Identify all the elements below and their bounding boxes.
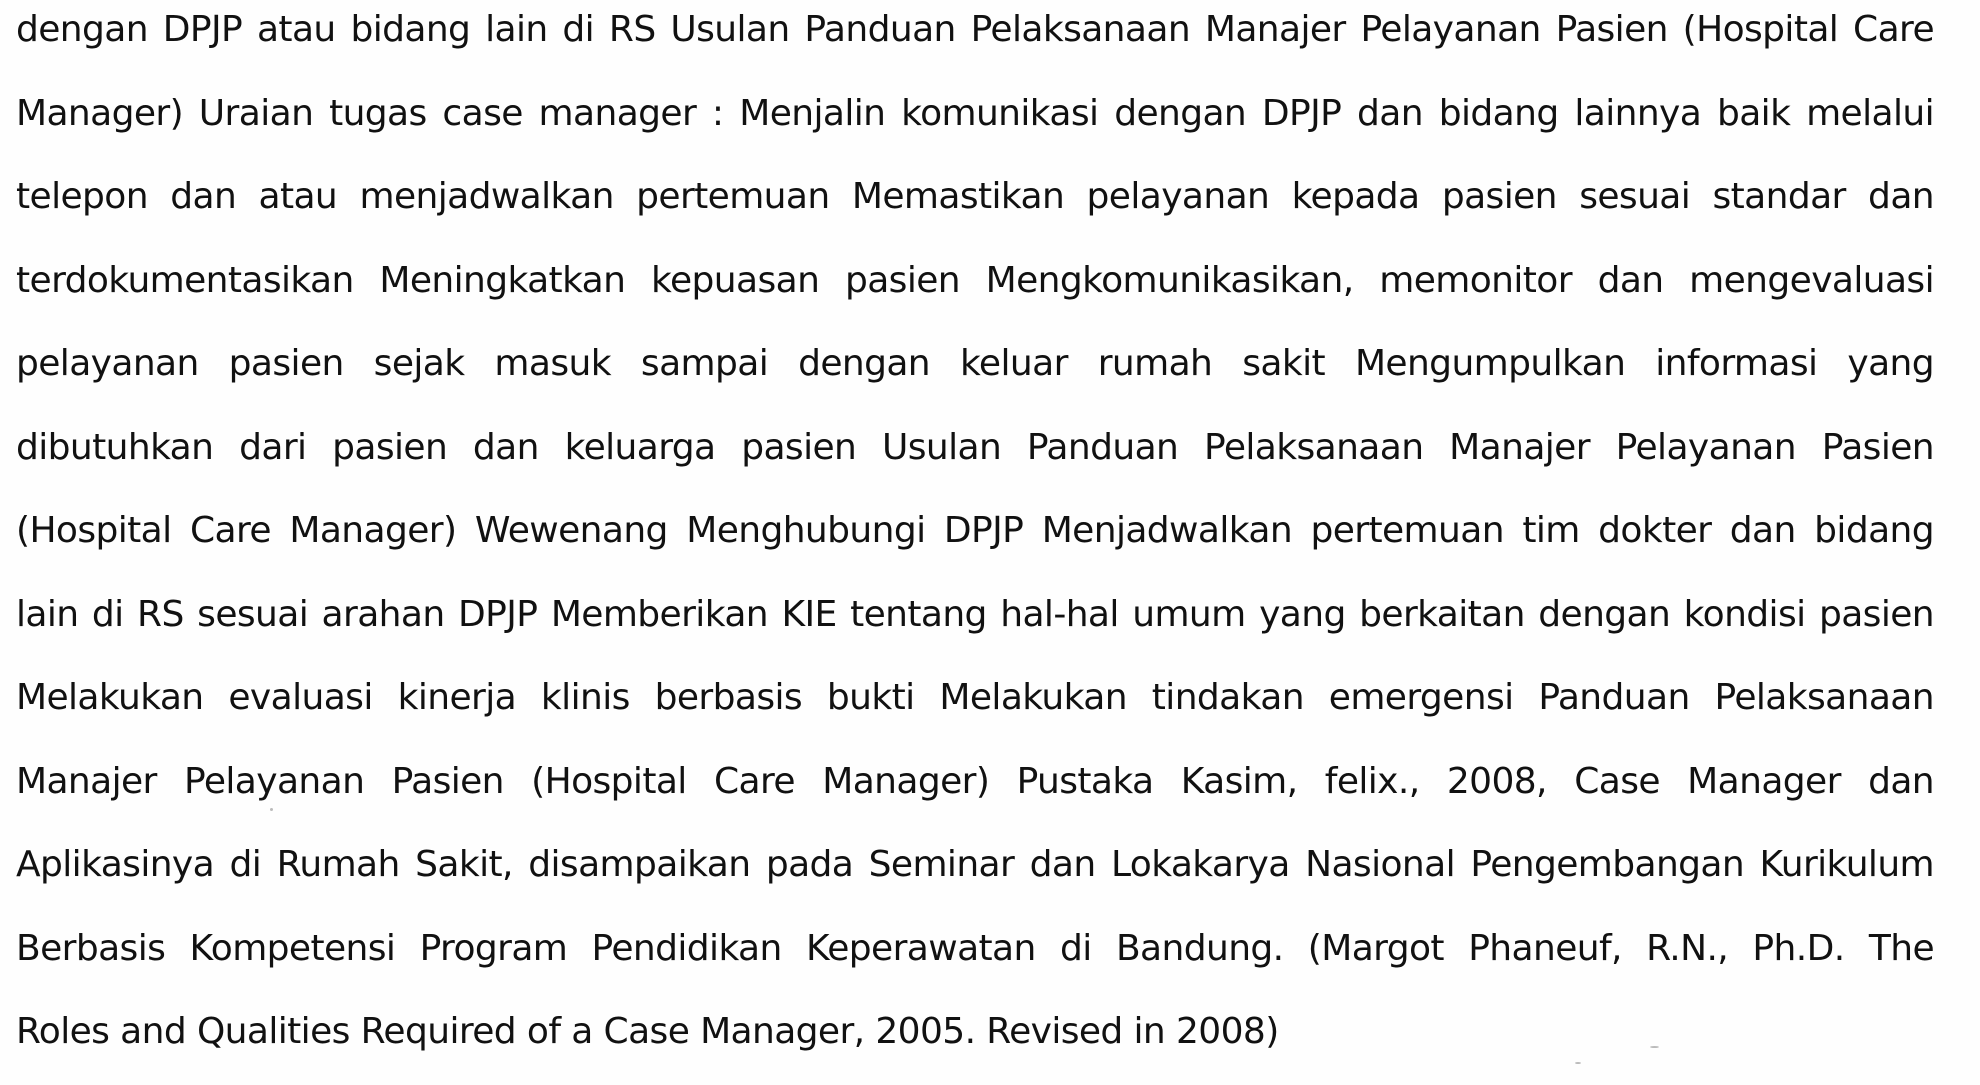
scan-speck [1575,1062,1581,1064]
text-line: Manajer Pelayanan Pasien (Hospital Care Manager) Pustaka Kasim, felix., 2008, Case Manager dan [16,760,1934,802]
text-line: Manager) Uraian tugas case manager : Menjalin komunikasi dengan DPJP dan bidang lainnya baik melalui [16,92,1934,134]
text-line: lain di RS sesuai arahan DPJP Memberikan KIE tentang hal-hal umum yang berkaitan dengan kondisi pasien [16,593,1934,635]
text-line: terdokumentasikan Meningkatkan kepuasan pasien Mengkomunikasikan, memonitor dan mengevaluasi [16,259,1934,301]
text-line: telepon dan atau menjadwalkan pertemuan Memastikan pelayanan kepada pasien sesuai standar dan [16,176,1934,217]
text-line: (Hospital Care Manager) Wewenang Menghubungi DPJP Menjadwalkan pertemuan tim dokter dan bidang [16,510,1934,551]
body-text [16,0,1934,1074]
text-line: Melakukan evaluasi kinerja klinis berbasis bukti Melakukan tindakan emergensi Panduan Pelaksanaan [16,677,1934,718]
text-line: dibutuhkan dari pasien dan keluarga pasien Usulan Panduan Pelaksanaan Manajer Pelayanan Pasien [16,426,1934,468]
scan-speck [1650,1046,1659,1048]
text-line: Aplikasinya di Rumah Sakit, disampaikan pada Seminar dan Lokakarya Nasional Pengembangan Kurikulum [16,844,1934,885]
text-line: Berbasis Kompetensi Program Pendidikan Keperawatan di Bandung. (Margot Phaneuf, R.N., Ph.D. The [16,927,1934,969]
text-line-last: Roles and Qualities Required of a Case Manager, 2005. Revised in 2008) [16,1011,1279,1052]
text-line: pelayanan pasien sejak masuk sampai dengan keluar rumah sakit Mengumpulkan informasi yang [16,343,1934,384]
scan-speck [270,808,273,811]
text-line: dengan DPJP atau bidang lain di RS Usulan Panduan Pelaksanaan Manajer Pelayanan Pasien (Hospital Care [16,9,1934,50]
